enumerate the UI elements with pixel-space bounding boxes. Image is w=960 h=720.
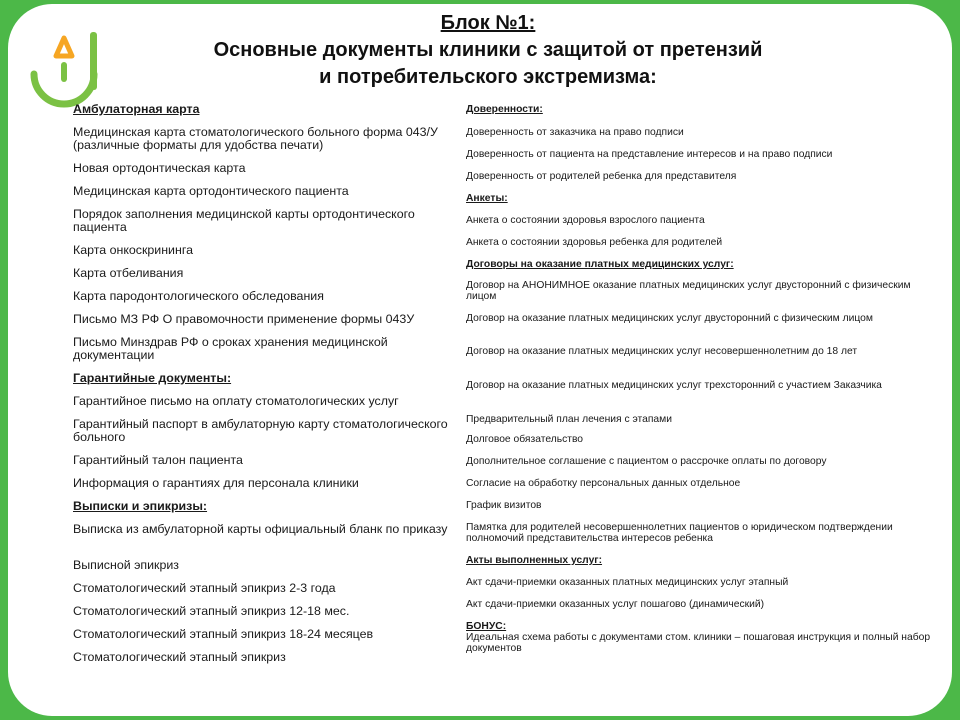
list-item: Порядок заполнения медицинской карты ортодонтического пациента <box>73 207 415 234</box>
list-item: Анкета о состоянии здоровья ребенка для родителей <box>466 237 723 248</box>
list-item: Медицинская карта ортодонтического пациента <box>73 184 349 198</box>
list-item: Карта онкоскрининга <box>73 243 193 257</box>
page-title <box>168 10 808 91</box>
list-item: Медицинская карта стоматологического больного форма 043/У (различные форматы для удобства печати) <box>73 125 438 152</box>
list-item: Письмо МЗ РФ О правомочности применение формы 043У <box>73 312 415 326</box>
section-heading-poa: Доверенности: <box>466 104 543 115</box>
list-item: Дополнительное соглашение с пациентом о рассрочке оплаты по договору <box>466 456 827 467</box>
list-item: Стоматологический этапный эпикриз 2-3 года <box>73 581 336 595</box>
section-heading-ambulatory: Амбулаторная карта <box>73 102 200 116</box>
title-line-2: Основные документы клиники с защитой от претензий <box>213 39 763 61</box>
list-item: Карта пародонтологического обследования <box>73 289 324 303</box>
list-item: Гарантийное письмо на оплату стоматологических услуг <box>73 394 399 408</box>
list-item: Доверенность от заказчика на право подписи <box>466 127 684 138</box>
section-heading-bonus: БОНУС: <box>466 621 507 632</box>
list-item: Выписка из амбулаторной карты официальный бланк по приказу <box>73 522 448 536</box>
list-item: Доверенность от пациента на представление интересов и на право подписи <box>466 149 833 160</box>
list-item: Договор на оказание платных медицинских услуг двусторонний с физическим лицом <box>466 313 873 324</box>
list-item: График визитов <box>466 500 542 511</box>
list-item: Договор на АНОНИМНОЕ оказание платных медицинских услуг двусторонний с физическим лицом <box>466 280 911 302</box>
list-item: Новая ортодонтическая карта <box>73 161 246 175</box>
list-item: Карта отбеливания <box>73 266 184 280</box>
clinic-logo-icon <box>30 30 114 110</box>
list-item: Анкета о состоянии здоровья взрослого пациента <box>466 215 705 226</box>
section-heading-guarantee: Гарантийные документы: <box>73 371 232 385</box>
list-item: Долговое обязательство <box>466 434 584 445</box>
list-item: Стоматологический этапный эпикриз <box>73 650 286 664</box>
list-item: Согласие на обработку персональных данных отдельное <box>466 478 741 489</box>
list-item: Памятка для родителей несовершеннолетних пациентов о юридическом подтверждении полномочий представительства интересов ребенка <box>466 522 893 544</box>
list-item: Гарантийный паспорт в амбулаторную карту стоматологического больного <box>73 417 448 444</box>
section-heading-contracts: Договоры на оказание платных медицинских услуг: <box>466 259 734 270</box>
title-line-1: Блок №1: <box>440 12 536 34</box>
list-item: Доверенность от родителей ребенка для представителя <box>466 171 737 182</box>
list-item: Выписной эпикриз <box>73 558 179 572</box>
title-line-3: и потребительского экстремизма: <box>319 66 657 88</box>
section-heading-extracts: Выписки и эпикризы: <box>73 499 208 513</box>
list-item: Стоматологический этапный эпикриз 12-18 мес. <box>73 604 350 618</box>
list-item: Гарантийный талон пациента <box>73 453 243 467</box>
list-item: Предварительный план лечения с этапами <box>466 414 672 425</box>
section-heading-forms: Анкеты: <box>466 193 508 204</box>
list-item: Договор на оказание платных медицинских услуг несовершеннолетним до 18 лет <box>466 346 858 357</box>
list-item: Стоматологический этапный эпикриз 18-24 месяцев <box>73 627 374 641</box>
list-item: Договор на оказание платных медицинских услуг трехсторонний с участием Заказчика <box>466 380 882 391</box>
list-item: Акт сдачи-приемки оказанных платных медицинских услуг этапный <box>466 577 789 588</box>
list-item: Письмо Минздрав РФ о сроках хранения медицинской документации <box>73 335 388 362</box>
bonus-text: Идеальная схема работы с документами стом. клиники – пошаговая инструкция и полный набор документов <box>466 632 931 654</box>
section-heading-acts: Акты выполненных услуг: <box>466 555 603 566</box>
list-item: Акт сдачи-приемки оказанных услуг пошагово (динамический) <box>466 599 765 610</box>
list-item: Информация о гарантиях для персонала клиники <box>73 476 359 490</box>
